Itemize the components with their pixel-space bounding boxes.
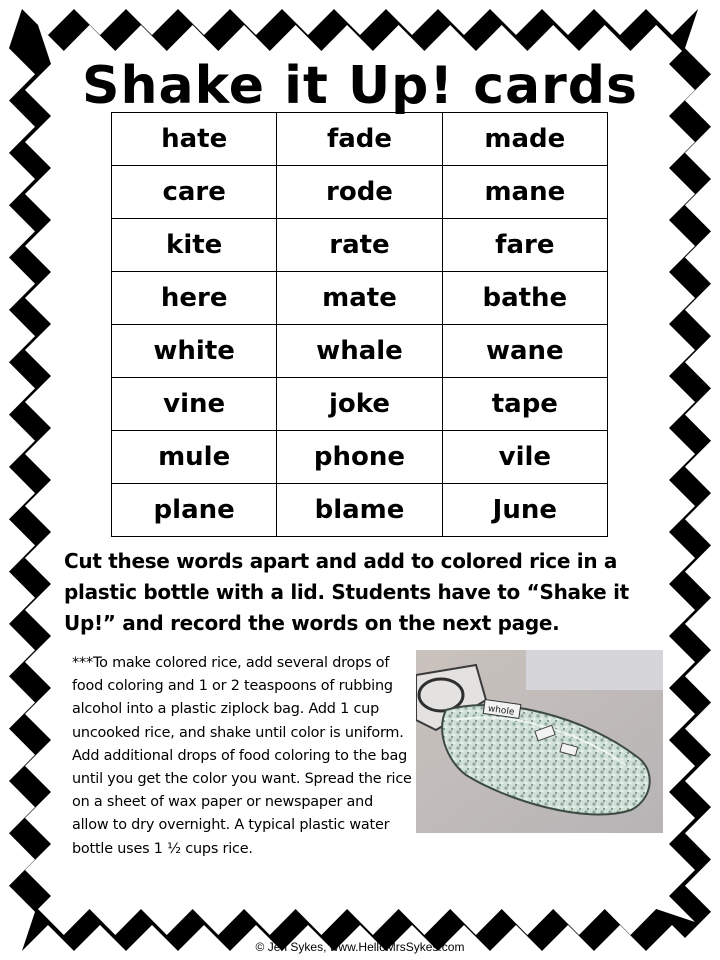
word-card: rate <box>277 219 442 272</box>
word-card: fare <box>442 219 607 272</box>
word-card: mule <box>112 431 277 484</box>
word-card: vine <box>112 378 277 431</box>
word-card: fade <box>277 113 442 166</box>
word-row <box>112 113 608 166</box>
word-row <box>112 219 608 272</box>
instructions-text: Cut these words apart and add to colored rice in a plastic bottle with a lid. Students have to “Shake it Up!” and record the words on the next page. <box>64 549 629 635</box>
word-card: made <box>442 113 607 166</box>
word-cards-table <box>111 112 608 537</box>
word-row <box>112 272 608 325</box>
word-card: hate <box>112 113 277 166</box>
word-card: wane <box>442 325 607 378</box>
word-card: bathe <box>442 272 607 325</box>
word-card: mate <box>277 272 442 325</box>
word-card: tape <box>442 378 607 431</box>
copyright-credit: © Jen Sykes, www.HelloMrsSykes.com <box>255 940 465 954</box>
photo-label-text: whole <box>487 704 515 718</box>
word-row <box>112 484 608 537</box>
word-row <box>112 378 608 431</box>
word-card: kite <box>112 219 277 272</box>
word-row <box>112 166 608 219</box>
page-title: Shake it Up! cards <box>82 56 638 116</box>
word-card: mane <box>442 166 607 219</box>
word-card: care <box>112 166 277 219</box>
word-row <box>112 431 608 484</box>
word-card: vile <box>442 431 607 484</box>
word-row <box>112 325 608 378</box>
word-card: plane <box>112 484 277 537</box>
word-card: June <box>442 484 607 537</box>
word-card: white <box>112 325 277 378</box>
colored-rice-note: ***To make colored rice, add several drops of food coloring and 1 or 2 teaspoons of rubbing alcohol into a plastic ziplock bag. Add 1 cup uncooked rice, and shake until color is uniform. Add additional drops of food coloring to the bag until you get the color you want. Spread the rice on a sheet of wax paper or newspaper and allow to dry overnight. A typical plastic water bottle uses 1 ½ cups rice. <box>72 655 412 857</box>
word-card: here <box>112 272 277 325</box>
word-card: rode <box>277 166 442 219</box>
word-card: phone <box>277 431 442 484</box>
word-card: whale <box>277 325 442 378</box>
word-card: blame <box>277 484 442 537</box>
word-card: joke <box>277 378 442 431</box>
rice-bottle-photo <box>416 650 663 833</box>
